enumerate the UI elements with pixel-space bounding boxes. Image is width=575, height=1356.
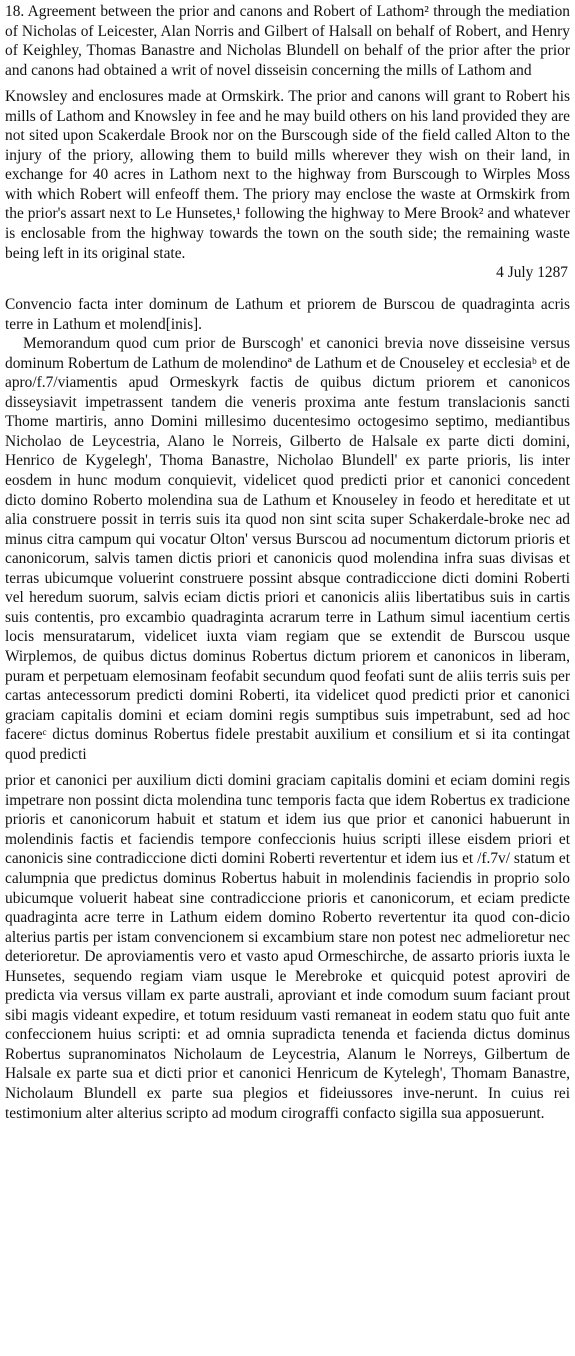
page-break-gap-2 — [5, 764, 570, 771]
latin-body-part2: prior et canonici per auxilium dicti domini graciam capitalis domini et eciam domini regis impetrare non possint dicta molendina tunc temporis facta que idem Robertus ex tradicione prioris et canonicorum habuit et statum et idem ius que prior et canonici habuerunt in molendinis factis et faciendis tempore confeccionis huius scripti illese eisdem priori et canonicis sine contradiccione dicti domini Roberti revertentur et idem ius et /f.7v/ statum et calumpnia que predictus dominus Robertus habuit in molendinis faciendis in proprio solo ubicumque voluerit habeat sine contradiccione prioris et canonicorum, et eciam predicte quadraginta acre terre in Lathum eidem domino Roberto revertentur ita quod con-dicio alterius partis per istam convencionem si excambium stare non potest nec admelioretur nec deterioretur. De aproviamentis vero et vasto apud Ormeschirche, de assarto prioris iuxta le Hunsetes, sequendo regiam viam usque le Merebroke et quicquid potest aproviri de predicta via versus villam ex parte australi, aproviant et inde comodum suum faciant prout sibi magis videant expedire, et totum residuum vasti remaneat in eodem statu quo fuit ante confeccionem huius scripti: et ad omnia supradicta tenenda et facienda dictus dominus Robertus supranominatos Nicholaum de Leycestria, Alanum le Norreys, Gilbertum de Halsale ex parte sua et dicti prior et canonici Henricum de Kytelegh', Thomam Banastre, Nicholaum Blundell ex parte sua plegios et fideiussores inve-nerunt. In cuius rei testimonium alter alterius scripto ad modum cirograffi confacto sigilla sua apposuerunt. — [5, 772, 570, 1122]
entry-date: 4 July 1287 — [496, 264, 568, 282]
page-break-gap — [5, 80, 570, 87]
latin-heading: Convencio facta inter dominum de Lathum et priorem de Burscou de quadraginta acris terre in Lathum et molend[inis]. — [5, 296, 570, 333]
document-page — [5, 2, 570, 1123]
latin-body-part1: Memorandum quod cum prior de Burscogh' et canonici brevia nove disseisine versus dominum Robertum de Lathum de molendinoª de Lathum et de Cnouseley et ecclesiaᵇ et de apro/f.7/viamentis apud Ormeskyrk factis de quibus dictum priorem et canonicos disseysiavit impetrassent tandem die veneris proxima ante festum translacionis sancti Thome martiris, anno Domini millesimo ducentesimo octogesimo septimo, mediantibus Nicholao de Leycestria, Alano le Norreis, Gilberto de Halsale ex parte dicti domini, Henrico de Kygelegh', Thoma Banastre, Nicholao Blundell' ex parte prioris, lis inter eosdem in hunc modum conquievit, videlicet quod predicti prior et canonici concedent dicto domino Roberto molendina sua de Lathum et Knouseley in feodo et hereditate et ut alia construere possit in terris suis ita quod non sint scita super Schakerdale-broke nec ad minus citra campum qui vocatur Olton' versus Burscou ad nocumentum dictorum prioris et canonicorum, salvis tamen dictis priori et canonicis quod molendina infra suas divisas et terras ubicumque voluerint construere possint absque contradiccione dicti domini Roberti vel heredum suorum, salvis eciam dictis priori et canonicis aliis libertatibus suis in cartis suis contentis, pro excambio quadraginta acrarum terre in Lathum simul iacentium certis locis mensuratarum, videlicet iuxta viam regiam que se extendit de Burscou usque Wirplemos, de quibus dictus dominus Robertus dictum priorem et canonicos in liberam, puram et perpetuam elemosinam feofabit secundum quod feofati sunt de aliis terris suis per cartas antecessorum predicti domini Roberti, ita videlicet quod predicti prior et canonici graciam capitalis domini et eciam domini regis sumptibus suis impetrabunt, sed ad hoc facereᶜ dictus dominus Robertus fidele prestabit auxilium et consilium et si ita contingat quod predicti — [5, 335, 570, 763]
entry-summary-part2: Knowsley and enclosures made at Ormskirk. The prior and canons will grant to Robert his mills of Lathom and Knowsley in fee and he may build others on his land provided they are not sited upon Scakerdale Brook nor on the Burscough side of the field called Alton to the injury of the priory, allowing them to build mills wherever they wish on their land, in exchange for 40 acres in Lathom next to the highway from Burscough to Wirples Moss with which Robert will enfeoff them. The priory may enclose the waste at Ormskirk from the prior's assart next to Le Hunsetes,¹ following the highway to Mere Brook² and whatever is enclosable from the highway towards the town on the south side; the remaining waste being left in its original state. — [5, 88, 570, 262]
entry-summary-part1: 18. Agreement between the prior and canons and Robert of Lathom² through the mediation of Nicholas of Leicester, Alan Norris and Gilbert of Halsall on behalf of Robert, and Henry of Keighley, Thomas Banastre and Nicholas Blundell on behalf of the prior after the prior and canons had obtained a writ of novel disseisin concerning the mills of Lathom and — [5, 3, 570, 79]
